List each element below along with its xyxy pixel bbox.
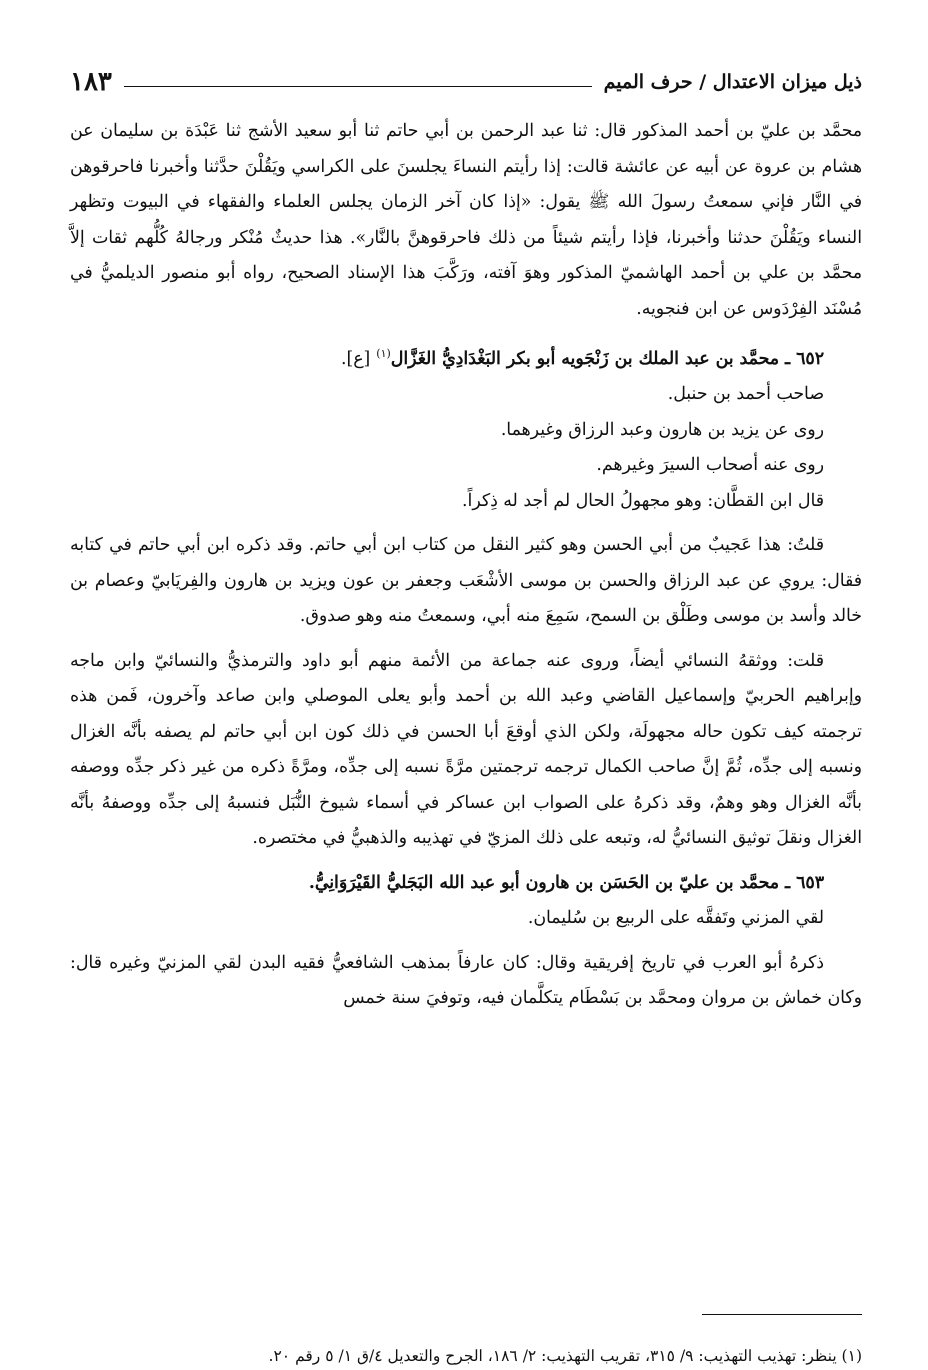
entry-652-name: ٦٥٢ ـ محمَّد بن عبد الملك بن زَنْجَويه أبو بكر البَغْدَادِيُّ الغَزَّال <box>390 348 824 369</box>
paragraph-note-1: قلتُ: هذا عَجيبٌ من أبي الحسن وهو كثير النقل من كتاب ابن أبي حاتم. وقد ذكره ابن أبي حاتم في كتابه فقال: يروي عن عبد الرزاق والحسن بن موسى الأشْعَب وجعفر بن عون ويزيد بن هارون والفِريَابيّ وعصام بن خالد وأسد بن موسى وطَلْق بن السمح، سَمِعَ منه أبي، وسمعتُ منه وهو صدوق. <box>70 535 862 627</box>
paragraph-entry-653: ذكرهُ أبو العرب في تاريخ إفريقية وقال: كان عارفاً بمذهب الشافعيُّ فقيه البدن لقي المزنيّ وغيره قال: وكان خماش بن مروان ومحمَّد بن بَسْطَام يتكلَّمان فيه، وتوفيَ سنة خمس <box>70 952 862 1009</box>
entry-652-line-2: روى عن يزيد بن هارون وعبد الرزاق وغيرهما. <box>500 419 824 440</box>
entry-652-line-4: قال ابن القطَّان: وهو مجهولُ الحال لم أجد له ذِكراً. <box>462 490 824 511</box>
entry-652-line-3: روى عنه أصحاب السيرَ وغيرهم. <box>596 455 824 476</box>
footnote: (١) ينظر: تهذيب التهذيب: ٩/ ٣١٥، تقريب التهذيب: ٢/ ١٨٦، الجرح والتعديل ٤/ق ١/ ٥ رقم ٢٠. <box>268 1347 862 1365</box>
header-rule <box>124 86 592 87</box>
entry-652-code: [ع]. <box>340 348 371 369</box>
body-text <box>70 114 862 1017</box>
running-title: ذيل ميزان الاعتدال / حرف الميم <box>603 71 862 93</box>
entry-652-line-1: صاحب أحمد بن حنبل. <box>667 384 824 405</box>
entry-653-title: ٦٥٣ ـ محمَّد بن عليّ بن الحَسَن بن هارون أبو عبد الله البَجَليُّ القَيْرَوَانِيُّ. <box>308 872 824 893</box>
page-number: ١٨٣ <box>70 67 112 97</box>
paragraph-hadith: محمَّد بن عليّ بن أحمد المذكور قال: ثنا عبد الرحمن بن أبي حاتم ثنا أبو سعيد الأشج ثنا عَبْدَة بن سليمان عن هشام بن عروة عن أبيه عن عائشة قالت: إذا رأيتم النساءَ يجلسنَ على الكراسي ويَقُلْنَ حدَّثنا وأخبرنا فاحرقوهن في النَّار فإني سمعتُ رسولَ الله ﷺ يقول: «إذا كان آخر الزمان يجلس العلماء والفقهاء في البيوت وتظهر النساء ويَقُلْنَ حدثنا وأخبرنا، فإذا رأيتم شيئاً من ذلك فاحرقوهنَّ بالنَّار». هذا حديثٌ مُنْكر ورجالهُ كُلُّهم ثقات إلاَّ محمَّد بن علي بن أحمد الهاشميّ المذكور وهوَ آفته، ورَكَّبَ هذا الإسناد الصحيح، رواه أبو منصور الديلميُّ في مُسْنَد الفِرْدَوس عن ابن فنجويه. <box>70 121 862 319</box>
entry-652-title <box>70 336 862 377</box>
book-page <box>70 62 862 1365</box>
entry-653-line-1: لقي المزني وتَفقَّه على الربيع بن سُليمان. <box>527 908 824 929</box>
page-header <box>70 62 862 102</box>
footnote-ref: (١) <box>376 347 391 360</box>
paragraph-note-2: قلت: ووثقهُ النسائي أيضاً، وروى عنه جماعة من الأئمة منهم أبو داود والترمذيُّ والنسائيّ وابن ماجه وإبراهيم الحربيّ وإسماعيل القاضي وعبد الله بن أحمد وأبو يعلى الموصلي وابن صاعد وآخرون، فَمن هذه ترجمته كيف تكون حاله مجهولَة، ولكن الذي أوقعَ أبا الحسن في ذلك كون ابن أبي حاتم لم يصفه بأنَّه الغزال ونسبه إلى جدِّه، ثُمَّ إنَّ صاحب الكمال ترجمه ترجمتين مرَّةً نسبه إلى جدِّه، ومرَّةً ذكره من غير ذكر جدِّه ووصفه بأنَّه الغزال وهو وهمٌ، وقد ذكرهُ على الصواب ابن عساكر في أسماء شيوخ النُّبَل فنسبهُ إلى جدِّه ووصفهُ بأنَّه الغزال ونقلَ توثيق النسائيُّ له، وتبعه على ذلك المزيّ في تهذيبه والذهبيُّ في مختصره. <box>70 650 862 849</box>
footnote-rule <box>702 1314 862 1315</box>
